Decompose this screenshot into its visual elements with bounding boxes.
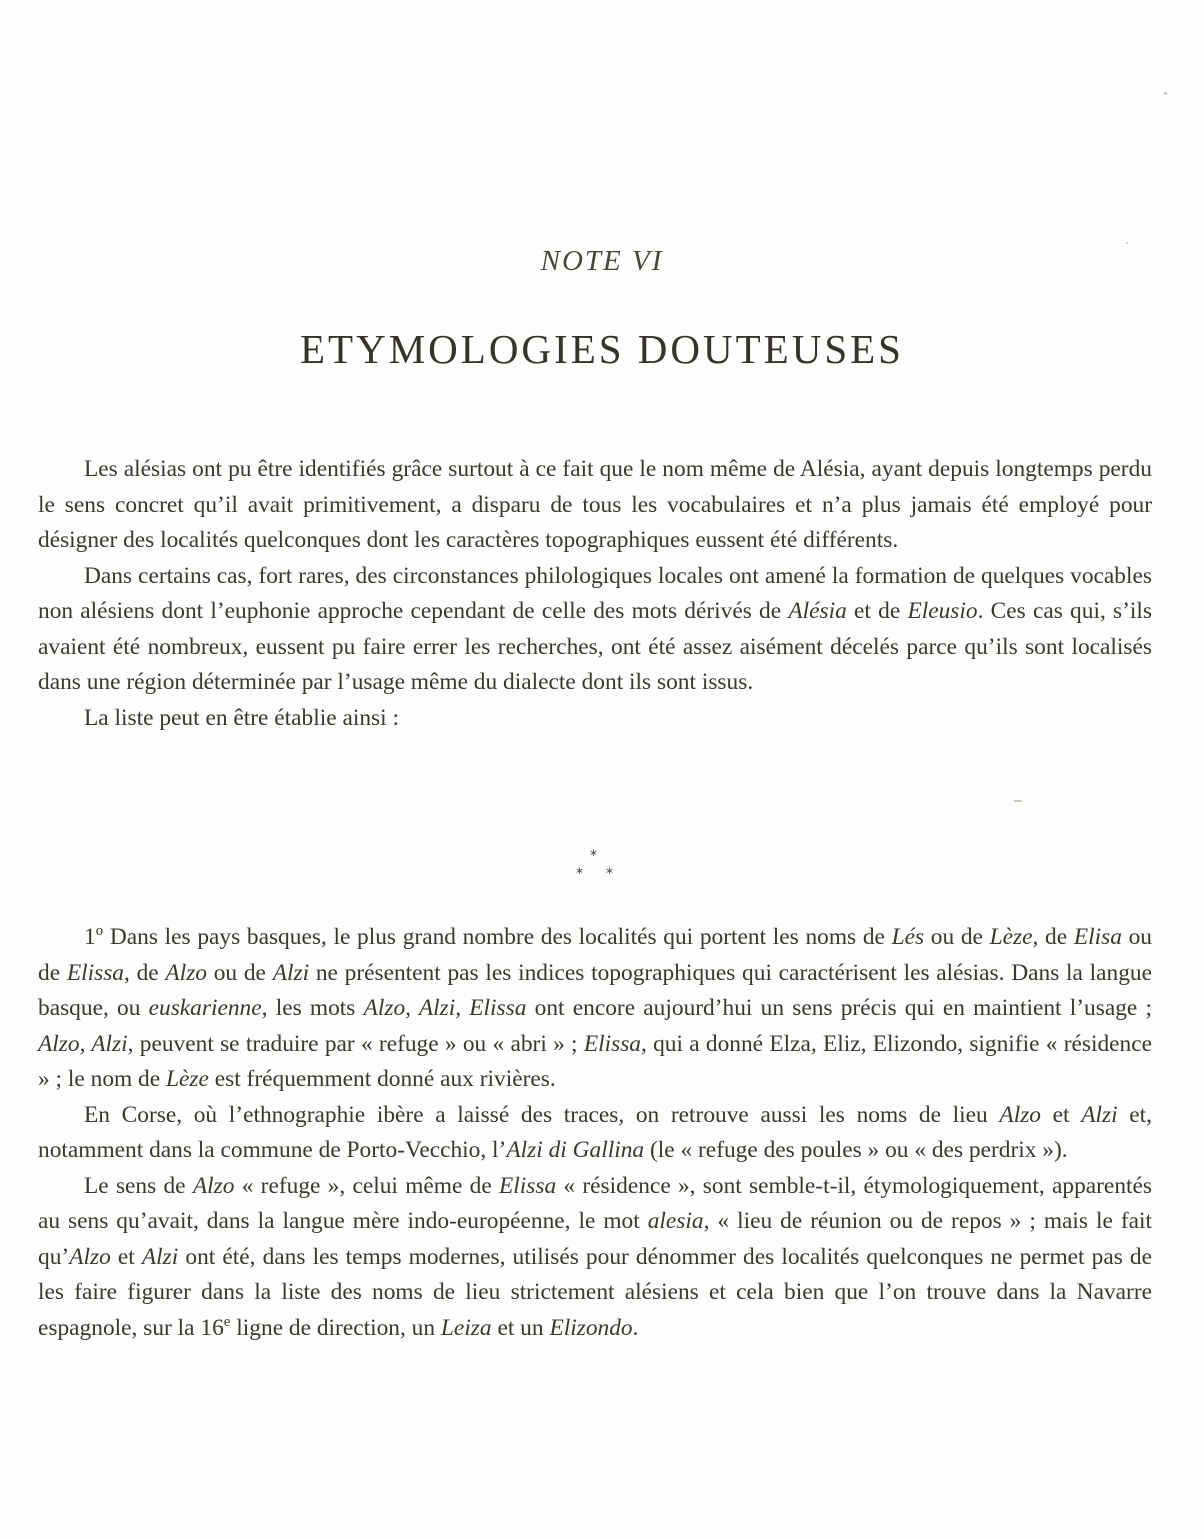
paragraph: La liste peut en être établie ainsi : bbox=[84, 704, 399, 731]
note-label: NOTE VI bbox=[540, 245, 664, 277]
asterisk: * bbox=[606, 866, 613, 882]
paragraph: Le sens de Alzo « refuge », celui même de Elissa « résidence », sont semble-t-il, étymologiquement, apparentés au sens qu’avait, dans la langue mère indo-européenne, le mot alesia, « lieu de réunion ou de repos » ; mais le fait qu’Alzo et Alzi ont été, dans les temps modernes, utilisés pour dénommer des localités quelconques ne permet pas de les faire figurer dans la liste des noms de lieu strictement alésiens et cela bien que l’on trouve dans la Navarre espagnole, sur la 16e ligne de direction, un Leiza et un Elizondo. bbox=[38, 1172, 1153, 1341]
asterisk: * bbox=[590, 848, 597, 864]
paper-speck bbox=[1014, 800, 1022, 802]
paragraph: 1$^o$ Dans les pays basques, le plus grand nombre des localités qui portent les noms de Lés ou de Lèze, de Elisa ou de Elissa, de Alzo ou de Alzi ne présentent pas les indices topographiques qui caractérisent les alésias. Dans la langue basque, ou euskarienne, les mots Alzo, Alzi, Elissa ont encore aujourd’hui un sens précis qui en maintient l’usage ; Alzo, Alzi, peuvent se traduire par « refuge » ou « abri » ; Elissa, qui a donné Elza, Eliz, Elizondo, signifie « résidence » ; le nom de Lèze est fréquemment donné aux rivières. bbox=[38, 923, 1153, 1092]
paper-speck bbox=[1164, 92, 1167, 95]
paper-speck bbox=[1126, 242, 1128, 244]
list-section bbox=[38, 920, 1152, 1346]
page-title: ETYMOLOGIES DOUTEUSES bbox=[300, 326, 904, 372]
asterism-divider bbox=[570, 848, 630, 888]
asterisk: * bbox=[576, 866, 583, 882]
paragraph: Dans certains cas, fort rares, des circonstances philologiques locales ont amené la formation de quelques vocables non alésiens dont l’euphonie approche cependant de celle des mots dérivés de Alésia et de Eleusio. Ces cas qui, s’ils avaient été nombreux, eussent pu faire errer les recherches, ont été assez aisément décelés parce qu’ils sont localisés dans une région déterminée par l’usage même du dialecte dont ils sont issus. bbox=[38, 562, 1152, 695]
paragraph: Les alésias ont pu être identifiés grâce surtout à ce fait que le nom même de Alésia, ayant depuis longtemps perdu le sens concret qu’il avait primitivement, a disparu de tous les vocabulaires et n’a plus jamais été employé pour désigner des localités quelconques dont les caractères topographiques eussent été différents. bbox=[38, 456, 1152, 553]
paragraph: En Corse, où l’ethnographie ibère a laissé des traces, on retrouve aussi les noms de lieu Alzo et Alzi et, notamment dans la commune de Porto-Vecchio, l’Alzi di Gallina (le « refuge des poules » ou « des perdrix »). bbox=[38, 1101, 1153, 1163]
intro-section bbox=[38, 452, 1152, 736]
